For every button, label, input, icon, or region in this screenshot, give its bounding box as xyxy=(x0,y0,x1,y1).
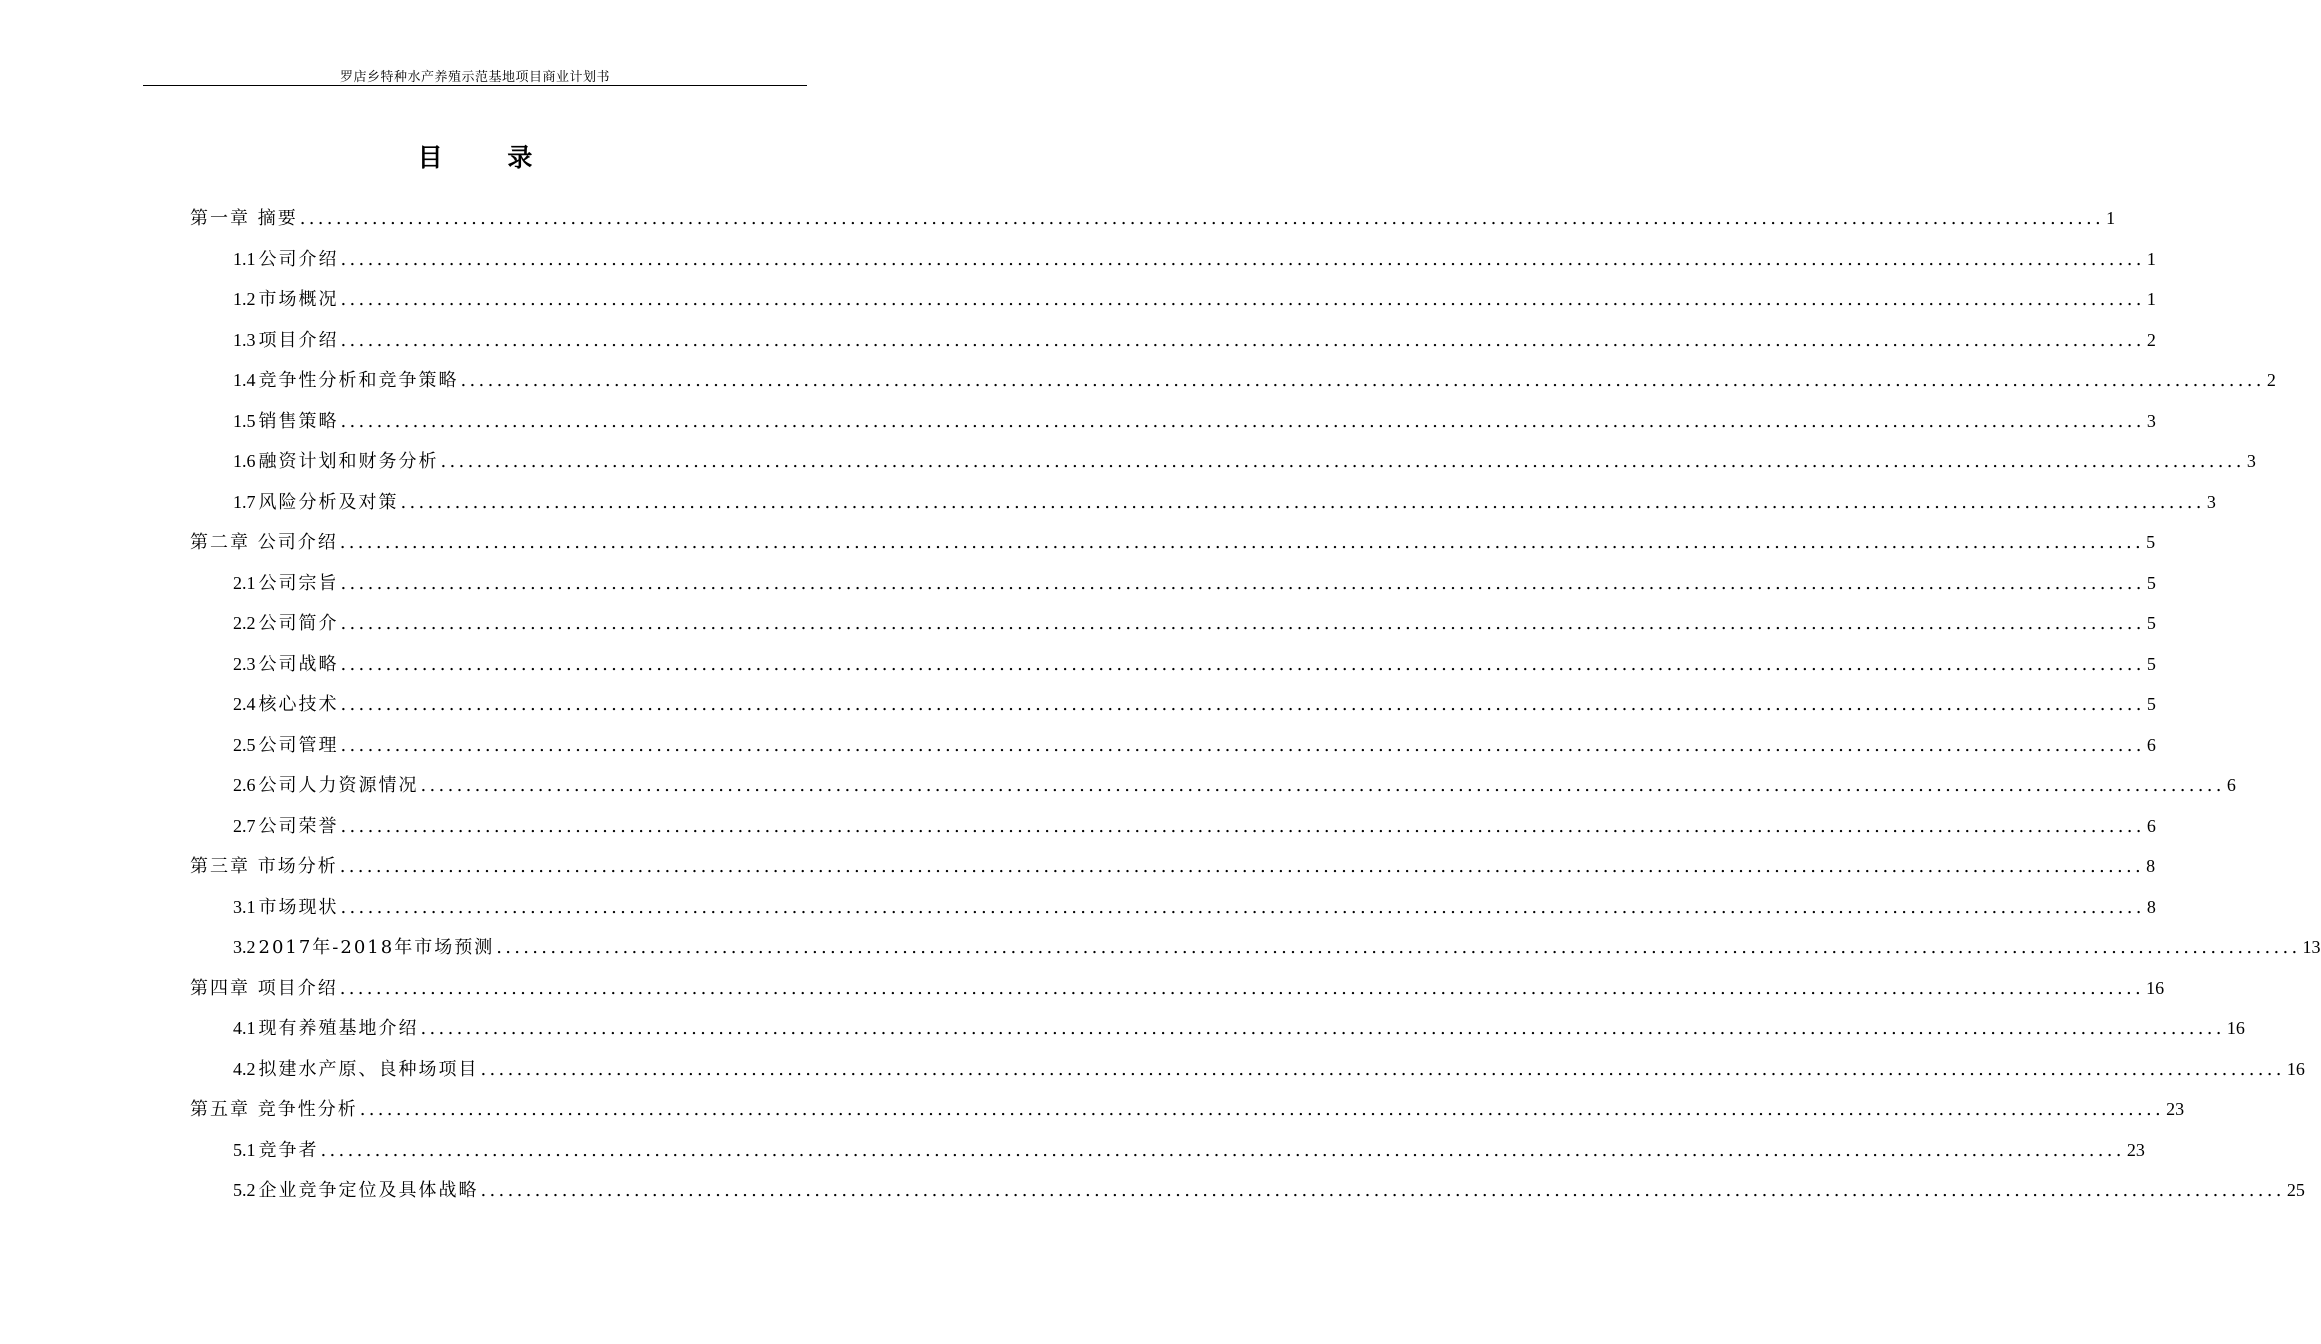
toc-dot-leader: ........................................................................................................................................................................................................ xyxy=(340,734,2145,756)
toc-page-number: 1 xyxy=(2106,208,2116,228)
toc-entry-label: 市场现状 xyxy=(258,896,339,918)
toc-page-number: 23 xyxy=(2166,1099,2185,1119)
toc-dot-leader: ........................................................................................................................................................................................................ xyxy=(460,370,2265,391)
toc-page-number: 2 xyxy=(2266,370,2276,390)
toc-dot-leader: ........................................................................................................................................................................................................ xyxy=(340,248,2145,270)
toc-entry-number: 2.3 xyxy=(233,653,256,674)
toc-entry-number: 2.1 xyxy=(233,572,256,593)
toc-dot-leader: ........................................................................................................................................................................................................ xyxy=(320,1139,2125,1161)
toc-entry-number: 1.3 xyxy=(233,329,256,350)
toc-section-entry[interactable] xyxy=(190,1008,2245,1049)
toc-dot-leader: ........................................................................................................................................................................................................ xyxy=(480,1180,2285,1201)
toc-dot-leader: ........................................................................................................................................................................................................ xyxy=(299,208,2105,229)
toc-entry-number: 1.2 xyxy=(233,289,256,309)
running-header: 罗店乡特种水产养殖示范基地项目商业计划书 xyxy=(339,70,610,85)
toc-entry-label: 第三章 市场分析 xyxy=(190,856,338,877)
toc-page-number: 3 xyxy=(2206,491,2216,512)
toc-section-entry[interactable] xyxy=(190,1170,2305,1211)
toc-section-entry[interactable] xyxy=(190,441,2256,482)
toc-entry-label: 2017年-2018年市场预测 xyxy=(258,937,495,958)
toc-page-number: 5 xyxy=(2146,613,2156,633)
toc-entry-number: 1.4 xyxy=(233,370,256,390)
toc-dot-leader: ........................................................................................................................................................................................................ xyxy=(339,856,2145,877)
toc-page-number: 5 xyxy=(2146,572,2156,593)
toc-page-number: 8 xyxy=(2146,856,2156,876)
toc-dot-leader: ........................................................................................................................................................................................................ xyxy=(340,653,2145,675)
toc-entry-label: 公司介绍 xyxy=(258,248,339,270)
toc-entry-number: 2.2 xyxy=(233,613,256,633)
toc-page-number: 16 xyxy=(2146,977,2165,998)
toc-entry-label: 公司宗旨 xyxy=(258,572,339,594)
toc-chapter-entry[interactable] xyxy=(190,522,2156,563)
toc-dot-leader: ........................................................................................................................................................................................................ xyxy=(340,572,2145,594)
toc-entry-number: 1.6 xyxy=(233,451,256,471)
toc-entry-label: 企业竞争定位及具体战略 xyxy=(258,1180,479,1201)
toc-dot-leader: ........................................................................................................................................................................................................ xyxy=(400,491,2205,513)
toc-page-number: 2 xyxy=(2146,329,2156,350)
toc-dot-leader: ........................................................................................................................................................................................................ xyxy=(340,694,2145,715)
toc-page-number: 13 xyxy=(2302,937,2321,957)
toc-page-number: 16 xyxy=(2226,1018,2245,1038)
toc-dot-leader: ........................................................................................................................................................................................................ xyxy=(340,815,2145,837)
toc-dot-leader: ........................................................................................................................................................................................................ xyxy=(340,329,2145,351)
toc-entry-number: 4.1 xyxy=(233,1018,256,1038)
toc-page-number: 3 xyxy=(2246,451,2256,471)
toc-page-number: 6 xyxy=(2226,775,2236,795)
toc-page-number: 3 xyxy=(2146,410,2156,431)
toc-section-entry[interactable] xyxy=(190,887,2156,928)
toc-page-number: 6 xyxy=(2146,815,2156,836)
toc-page-number: 23 xyxy=(2126,1139,2145,1160)
toc-page-number: 5 xyxy=(2146,694,2156,714)
toc-entry-number: 2.4 xyxy=(233,694,256,714)
toc-section-entry[interactable] xyxy=(190,482,2216,523)
toc-entry-label: 拟建水产原、良种场项目 xyxy=(258,1058,479,1080)
toc-entry-label: 第二章 公司介绍 xyxy=(190,532,338,553)
toc-page-number: 25 xyxy=(2286,1180,2305,1200)
toc-section-entry[interactable] xyxy=(190,927,2321,968)
toc-dot-leader: ........................................................................................................................................................................................................ xyxy=(340,410,2145,432)
toc-entry-label: 市场概况 xyxy=(258,289,339,310)
toc-dot-leader: ........................................................................................................................................................................................................ xyxy=(359,1099,2165,1120)
toc-entry-number: 5.2 xyxy=(233,1180,256,1200)
toc-entry-number: 5.1 xyxy=(233,1139,256,1160)
toc-entry-label: 第五章 竞争性分析 xyxy=(190,1099,358,1120)
toc-entry-label: 核心技术 xyxy=(258,694,339,715)
toc-entry-label: 融资计划和财务分析 xyxy=(258,451,439,472)
toc-entry-label: 竞争性分析和竞争策略 xyxy=(258,370,459,391)
toc-dot-leader: ........................................................................................................................................................................................................ xyxy=(480,1058,2285,1080)
toc-dot-leader: ........................................................................................................................................................................................................ xyxy=(339,532,2145,553)
toc-section-entry[interactable] xyxy=(190,1130,2145,1171)
toc-section-entry[interactable] xyxy=(190,684,2156,725)
toc-entry-number: 3.1 xyxy=(233,896,256,917)
toc-dot-leader: ........................................................................................................................................................................................................ xyxy=(440,451,2245,472)
toc-section-entry[interactable] xyxy=(190,320,2156,361)
toc-entry-label: 公司管理 xyxy=(258,734,339,756)
toc-entry-label: 销售策略 xyxy=(258,410,339,432)
toc-entry-label: 项目介绍 xyxy=(258,329,339,351)
toc-page-number: 5 xyxy=(2146,653,2156,674)
toc-entry-number: 1.5 xyxy=(233,410,256,431)
toc-entry-label: 公司简介 xyxy=(258,613,339,634)
toc-entry-label: 第四章 项目介绍 xyxy=(190,977,338,999)
header-rule xyxy=(143,85,807,86)
toc-page-number: 6 xyxy=(2146,734,2156,755)
toc-entry-label: 公司战略 xyxy=(258,653,339,675)
toc-section-entry[interactable] xyxy=(190,765,2236,806)
toc-dot-leader: ........................................................................................................................................................................................................ xyxy=(420,775,2225,796)
toc-section-entry[interactable] xyxy=(190,239,2156,280)
toc-page-number: 1 xyxy=(2146,289,2156,309)
toc-page-number: 1 xyxy=(2146,248,2156,269)
toc-entry-label: 公司荣誉 xyxy=(258,815,339,837)
toc-entry-label: 现有养殖基地介绍 xyxy=(258,1018,419,1039)
toc-section-entry[interactable] xyxy=(190,360,2276,401)
toc-dot-leader: ........................................................................................................................................................................................................ xyxy=(420,1018,2225,1039)
toc-entry-number: 2.5 xyxy=(233,734,256,755)
toc-page-number: 5 xyxy=(2146,532,2156,552)
toc-entry-number: 1.1 xyxy=(233,248,256,269)
toc-section-entry[interactable] xyxy=(190,725,2156,766)
toc-entry-label: 风险分析及对策 xyxy=(258,491,399,513)
toc-section-entry[interactable] xyxy=(190,1049,2305,1090)
toc-title: 目 录 xyxy=(417,143,561,172)
toc-dot-leader: ........................................................................................................................................................................................................ xyxy=(496,937,2301,958)
toc-page-number: 8 xyxy=(2146,896,2156,917)
toc-entry-number: 3.2 xyxy=(233,937,256,957)
toc-section-entry[interactable] xyxy=(190,644,2156,685)
toc-entry-label: 第一章 摘要 xyxy=(190,208,298,229)
toc-chapter-entry[interactable] xyxy=(190,846,2156,887)
toc-chapter-entry[interactable] xyxy=(190,968,2165,1009)
toc-section-entry[interactable] xyxy=(190,563,2156,604)
toc-entry-number: 1.7 xyxy=(233,491,256,512)
table-of-contents xyxy=(190,198,2321,1211)
toc-entry-number: 2.6 xyxy=(233,775,256,795)
toc-section-entry[interactable] xyxy=(190,603,2156,644)
toc-chapter-entry[interactable] xyxy=(190,1089,2185,1130)
toc-entry-label: 公司人力资源情况 xyxy=(258,775,419,796)
toc-entry-number: 2.7 xyxy=(233,815,256,836)
toc-dot-leader: ........................................................................................................................................................................................................ xyxy=(340,896,2145,918)
toc-section-entry[interactable] xyxy=(190,279,2156,320)
toc-dot-leader: ........................................................................................................................................................................................................ xyxy=(340,289,2145,310)
toc-entry-number: 4.2 xyxy=(233,1058,256,1079)
toc-page-number: 16 xyxy=(2286,1058,2305,1079)
toc-chapter-entry[interactable] xyxy=(190,198,2116,239)
toc-section-entry[interactable] xyxy=(190,806,2156,847)
toc-section-entry[interactable] xyxy=(190,401,2156,442)
toc-dot-leader: ........................................................................................................................................................................................................ xyxy=(339,977,2145,999)
toc-entry-label: 竞争者 xyxy=(258,1139,319,1161)
toc-dot-leader: ........................................................................................................................................................................................................ xyxy=(340,613,2145,634)
